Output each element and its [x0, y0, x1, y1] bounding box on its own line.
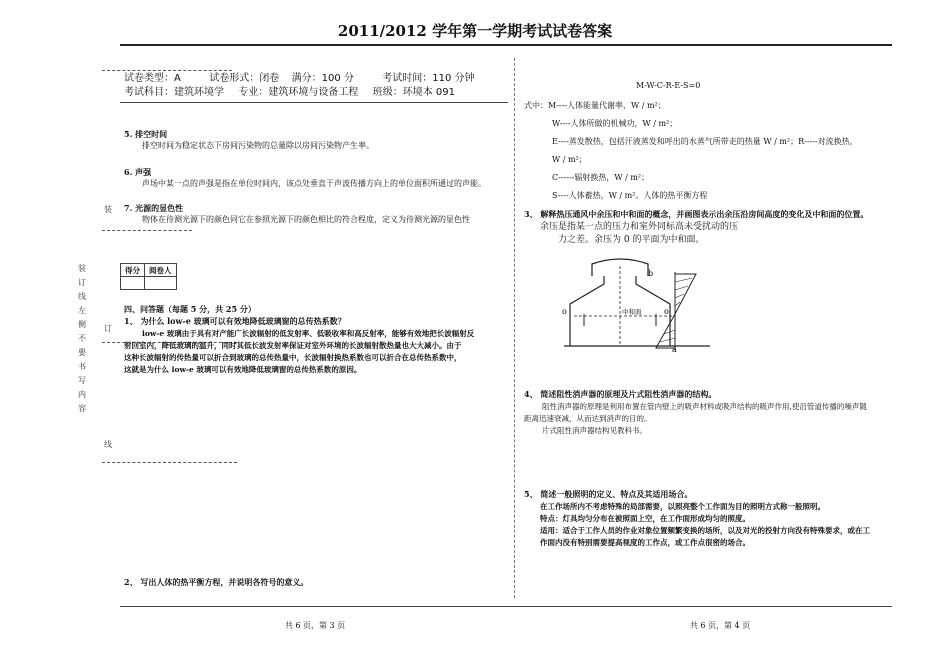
- q3-answer: [540, 221, 840, 247]
- definition-6: [124, 166, 509, 190]
- grader-col-label: 阅卷人: [145, 264, 177, 277]
- exam-major: 专业：建筑环境与设备工程: [238, 87, 359, 98]
- diagram-label-neutral: 中和面: [622, 308, 642, 316]
- q5-answer-line: 特点：灯具均匀分布在被照面上空，在工作面形成均匀的照度。: [540, 514, 750, 523]
- q5-answer: [524, 501, 914, 549]
- exam-time: 考试时间：110 分钟: [382, 73, 475, 84]
- binding-note-char: 侧: [78, 320, 86, 329]
- binding-note-char: 内: [78, 390, 86, 399]
- equation-definitions: [524, 97, 904, 205]
- diagram-label-b: b: [648, 269, 654, 278]
- q3-answer-line: 力之差。余压为 0 的平面为中和面。: [558, 235, 705, 245]
- heat-balance-equation: M-W-C-R-E-S=0: [636, 81, 701, 90]
- binding-char-xian: 线: [104, 440, 112, 449]
- diagram-left-wall: [570, 276, 604, 346]
- diagram-hatch: [660, 338, 675, 342]
- q3-answer-line: 余压是指某一点的压力和室外同标高未受扰动的压: [540, 222, 739, 232]
- exam-type: 试卷类型：A: [124, 73, 181, 84]
- page-title: 2011/2012 学年第一学期考试试卷答案: [337, 22, 613, 40]
- exam-subject: 考试科目：建筑环境学: [124, 87, 224, 98]
- diagram-hatch: [675, 294, 684, 298]
- binding-note-char: 装: [78, 264, 86, 273]
- exam-info: [124, 72, 504, 100]
- q1-answer-line: low-e 玻璃由于具有对产能广长波辐射的低发射率、低吸收率和高反射率，能够有效地把长波辐射反: [142, 329, 475, 338]
- definition-7: [124, 202, 509, 226]
- definition-7-title: 7. 光源的显色性: [124, 203, 184, 213]
- definition-7-body: 物体在待测光源下的颜色同它在参照光源下的颜色相比的符合程度，定义为待测光源的显色性: [142, 215, 470, 224]
- q5-answer-line: 在工作场所内不考虑特殊的局部需要，以照亮整个工作面为目的照明方式称一般照明。: [540, 502, 825, 511]
- definition-line: W / m²；: [552, 155, 587, 164]
- q1-answer-line: 这就是为什么 low-e 玻璃可以有效地降低玻璃窗的总传热系数的原因。: [124, 365, 362, 374]
- q5-answer-line: 作面内没有特别需要提高视度的工作点，或工作点很密的场合。: [540, 538, 750, 547]
- binding-dash-2: [102, 230, 192, 231]
- definition-5-body: 排空时间为稳定状态下房间污染物的总量除以房间污染物产生率。: [142, 141, 374, 150]
- binding-note-char: 书: [78, 362, 86, 371]
- exam-form: 试卷形式：闭卷: [209, 73, 280, 84]
- diagram-label-o-right: o: [664, 307, 669, 316]
- footer-page-3: 共 6 页，第 3 页: [284, 621, 346, 630]
- binding-char-zhuang: 装: [104, 205, 112, 214]
- q5-answer-line: 适用：适合于工作人员的作业对象位置频繁变换的场所，以及对光的投射方向没有特殊要求，或在工: [540, 526, 870, 535]
- binding-dash-4: [102, 462, 237, 463]
- binding-note-char: 不: [78, 334, 86, 343]
- definition-line: S----人体蓄热，W / m²。人体的热平衡方程: [552, 191, 708, 200]
- binding-note-char: 要: [78, 348, 86, 357]
- binding-note-char: 写: [78, 376, 86, 385]
- diagram-hatch: [675, 286, 688, 290]
- diagram-label-o-left: o: [562, 307, 567, 316]
- q1-answer-line: 这种长波辐射的传热量可以折合到玻璃的总传热量中，长波辐射换热系数也可以折合在总传热系数中，: [124, 353, 462, 362]
- section-four-title: 四、问答题（每题 5 分，共 25 分）: [124, 304, 256, 314]
- residual-pressure-diagram: [560, 252, 720, 362]
- q2-question: 2、 写出人体的热平衡方程，并说明各符号的意义。: [124, 577, 309, 587]
- q1-question: 1、 为什么 low-e 玻璃可以有效地降低玻璃窗的总传热系数？: [124, 316, 346, 326]
- q4-answer: [524, 401, 914, 437]
- diagram-label-a: a: [672, 345, 677, 354]
- q5-question: 5、 简述一般照明的定义、特点及其适用场合。: [524, 489, 693, 499]
- diagram-positive-pressure: [675, 274, 696, 314]
- binding-note-char: 线: [78, 292, 86, 301]
- footer-page-4: 共 6 页，第 4 页: [689, 621, 751, 630]
- definition-5: [124, 128, 509, 152]
- score-col-label: 得分: [121, 264, 145, 277]
- definition-line: E----蒸发散热，包括汗液蒸发和呼出的水蒸气所带走的热量 W / m²；R-----对流换热，: [552, 137, 858, 146]
- exam-info-line2: [124, 86, 504, 100]
- title-rule: [120, 44, 892, 46]
- info-rule: [120, 102, 508, 103]
- binding-note-char: 左: [78, 306, 86, 315]
- q1-answer-line: 射回室内，降低玻璃的温升，同时其低长波发射率保证对室外环境的长波辐射散热量也大大减小。由于: [124, 341, 462, 350]
- grader-cell: [145, 277, 177, 290]
- q3-question: 3、 解释热压通风中余压和中和面的概念，并画图表示出余压沿房间高度的变化及中和面的位置。: [524, 209, 869, 219]
- definition-5-title: 5. 排空时间: [124, 129, 168, 139]
- definition-6-title: 6. 声强: [124, 167, 152, 177]
- exam-info-line1: [124, 72, 504, 86]
- q4-question: 4、 简述阻性消声器的原理及片式阻性消声器的结构。: [524, 389, 717, 399]
- binding-vertical-note: [77, 262, 89, 416]
- score-cell: [121, 277, 145, 290]
- exam-class: 班级：环境本 091: [372, 87, 456, 98]
- binding-note-char: 订: [78, 278, 86, 287]
- footer-rule: [120, 606, 892, 607]
- q4-answer-line: 片式阻性消声器结构见教科书。: [542, 426, 647, 435]
- binding-dash-top: [102, 70, 232, 71]
- score-table: [120, 263, 177, 290]
- q4-answer-line: 阻性消声器的原理是利用布置在管内壁上的吸声材料或吸声结构的吸声作用,使沿管道传播的噪声随: [542, 402, 867, 411]
- q4-answer-line: 距离迅速衰减，从而达到消声的目的。: [524, 414, 652, 423]
- definition-line: C------辐射换热，W / m²；: [552, 173, 650, 182]
- definition-6-body: 声场中某一点的声强是指在单位时间内，该点处垂直于声波传播方向上的单位面积所通过的声能。: [142, 179, 486, 188]
- binding-note-char: 容: [78, 404, 86, 413]
- binding-char-ding: 订: [104, 324, 112, 333]
- q1-answer: [124, 328, 516, 376]
- diagram-hatch: [675, 278, 692, 282]
- definition-line: 式中：M----人体能量代谢率，W / m²；: [524, 101, 666, 110]
- definition-line: W----人体所做的机械功，W / m²；: [552, 119, 678, 128]
- exam-full-score: 满分：100 分: [291, 73, 354, 84]
